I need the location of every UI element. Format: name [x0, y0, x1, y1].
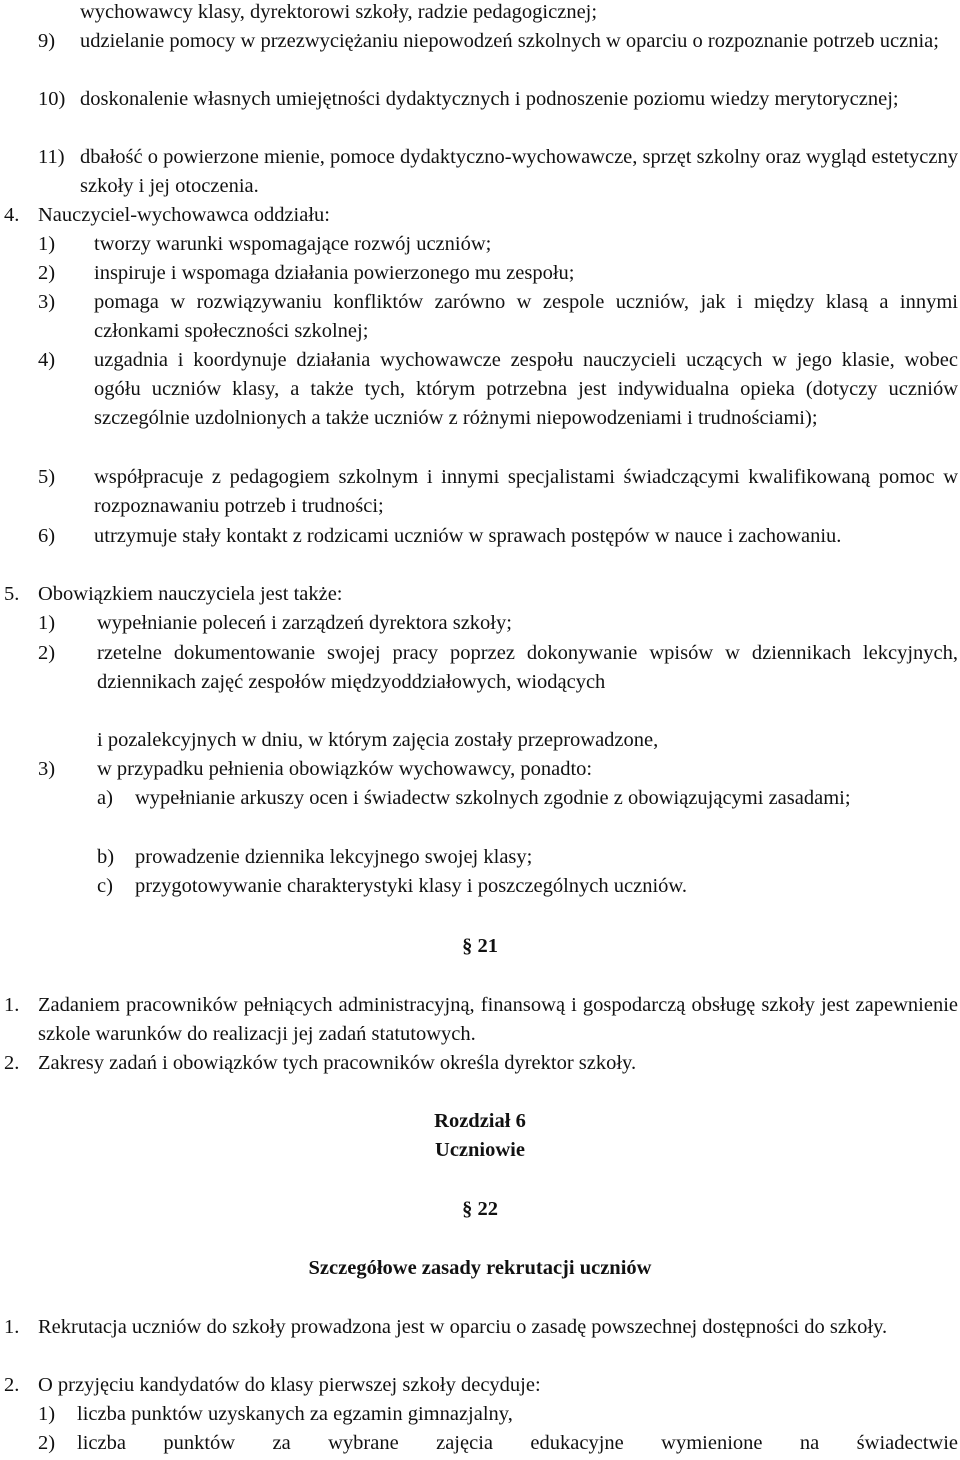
- item-number: 2.: [4, 1374, 20, 1396]
- item-number: 3): [38, 758, 56, 780]
- paragraph-heading: § 21: [462, 935, 498, 957]
- item-number: 6): [38, 525, 56, 547]
- item-text: rzetelne dokumentowanie swojej pracy poprzez dokonywanie wpisów w dziennikach lekcyjnych, dziennikach zajęć zespołów międzyoddziałowych, wiodących: [97, 642, 958, 693]
- item-text: liczba punktów za wybrane zajęcia edukacyjne wymienione na świadectwie: [77, 1432, 958, 1454]
- item-number: 2): [38, 262, 56, 284]
- item-text: współpracuje z pedagogiem szkolnym i innymi specjalistami świadczącymi kwalifikowaną pomoc w rozpoznawaniu potrzeb i trudności;: [94, 466, 958, 517]
- section-title: Nauczyciel-wychowawca oddziału:: [38, 204, 330, 226]
- item-number: 5): [38, 466, 56, 488]
- section-title: Obowiązkiem nauczyciela jest także:: [38, 583, 343, 605]
- item-number: 1): [38, 612, 56, 634]
- item-number: 3): [38, 291, 56, 313]
- item-number: 9): [38, 30, 56, 52]
- item-text: wypełnianie poleceń i zarządzeń dyrektora szkoły;: [97, 612, 512, 634]
- item-text: O przyjęciu kandydatów do klasy pierwszej szkoły decyduje:: [38, 1374, 541, 1396]
- item-text: dbałość o powierzone mienie, pomoce dydaktyczno-wychowawcze, sprzęt szkolny oraz wygląd estetyczny szkoły i jej otoczenia.: [80, 146, 958, 197]
- item-number: 1): [38, 233, 56, 255]
- item-number: 1.: [4, 994, 20, 1016]
- item-text: doskonalenie własnych umiejętności dydaktycznych i podnoszenie poziomu wiedzy merytorycznej;: [80, 88, 899, 110]
- item-number: 10): [38, 88, 66, 110]
- item-text: Rekrutacja uczniów do szkoły prowadzona jest w oparciu o zasadę powszechnej dostępności do szkoły.: [38, 1316, 888, 1338]
- item-number: 1.: [4, 1316, 20, 1338]
- item-number: 4): [38, 349, 56, 371]
- item-text: przygotowywanie charakterystyki klasy i poszczególnych uczniów.: [135, 875, 687, 897]
- item-text: utrzymuje stały kontakt z rodzicami uczniów w sprawach postępów w nauce i zachowaniu.: [94, 525, 842, 547]
- item-text: Zadaniem pracowników pełniących administracyjną, finansową i gospodarczą obsługę szkoły jest zapewnienie szkole warunków do realizacji jej zadań statutowych.: [38, 994, 958, 1045]
- list-item-continuation: wychowawcy klasy, dyrektorowi szkoły, radzie pedagogicznej;: [80, 1, 598, 23]
- item-text: inspiruje i wspomaga działania powierzonego mu zespołu;: [94, 262, 575, 284]
- item-number: 2): [38, 642, 56, 664]
- chapter-subtitle: Uczniowie: [435, 1139, 525, 1161]
- item-letter: b): [97, 846, 115, 868]
- item-number: 1): [38, 1403, 56, 1425]
- paragraph-title: Szczegółowe zasady rekrutacji uczniów: [308, 1257, 652, 1279]
- item-number: 2): [38, 1432, 56, 1454]
- paragraph-heading: § 22: [462, 1198, 498, 1220]
- item-text: w przypadku pełnienia obowiązków wychowawcy, ponadto:: [97, 758, 593, 780]
- item-text: tworzy warunki wspomagające rozwój uczniów;: [94, 233, 492, 255]
- item-text: wypełnianie arkuszy ocen i świadectw szkolnych zgodnie z obowiązującymi zasadami;: [135, 787, 851, 809]
- item-text-continuation: i pozalekcyjnych w dniu, w którym zajęcia zostały przeprowadzone,: [97, 729, 659, 751]
- item-text: prowadzenie dziennika lekcyjnego swojej klasy;: [135, 846, 533, 868]
- item-text: uzgadnia i koordynuje działania wychowawcze zespołu nauczycieli uczących w jego klasie, wobec ogółu uczniów klasy, a także tych, którym potrzebna jest indywidualna opieka (dotyczy uczniów szczególnie uzdolnionych a także uczniów z różnymi niepowodzeniami i trudnościami);: [94, 349, 958, 429]
- item-text: liczba punktów uzyskanych za egzamin gimnazjalny,: [77, 1403, 513, 1425]
- item-text: udzielanie pomocy w przezwyciężaniu niepowodzeń szkolnych w oparciu o rozpoznanie potrzeb ucznia;: [80, 30, 939, 52]
- item-letter: a): [97, 787, 113, 809]
- item-text: Zakresy zadań i obowiązków tych pracowników określa dyrektor szkoły.: [38, 1052, 637, 1074]
- section-number: 4.: [4, 204, 20, 226]
- item-text: pomaga w rozwiązywaniu konfliktów zarówno w zespole uczniów, jak i między klasą a innymi członkami społeczności szkolnej;: [94, 291, 958, 342]
- item-letter: c): [97, 875, 113, 897]
- item-number: 11): [38, 146, 65, 168]
- item-number: 2.: [4, 1052, 20, 1074]
- section-number: 5.: [4, 583, 20, 605]
- chapter-title: Rozdział 6: [434, 1110, 526, 1132]
